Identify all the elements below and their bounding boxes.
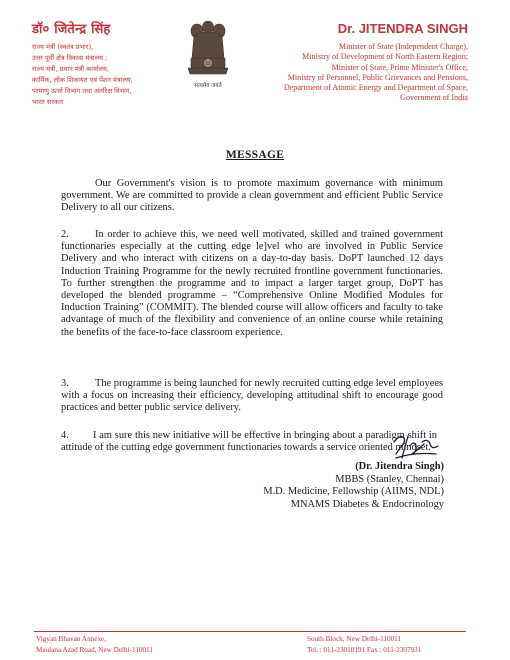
- designation-english-line: Ministry of Development of North Eastern Region;: [302, 52, 468, 62]
- footer-address-left: [36, 634, 153, 656]
- designation-hindi-line: उत्तर पूर्वी क्षेत्र विकास मंत्रालय ;: [32, 54, 108, 62]
- national-emblem-icon: [182, 14, 234, 94]
- message-paragraph-1: [61, 178, 443, 215]
- designation-hindi-line: परमाणु ऊर्जा विभाग तथा अंतरिक्ष विभाग,: [32, 87, 132, 95]
- designation-hindi-line: राज्य मंत्री, प्रधान मंत्री कार्यालय,: [32, 65, 109, 73]
- designation-english-line: Department of Atomic Energy and Department of Space,: [283, 83, 468, 93]
- paragraph-text: In order to achieve this, we need well motivated, skilled and trained government functionaries especially at the cutting edge le]vel who are involved in Public Service Delivery and who interact with citizens on a day-to-day basis. DoPT launched 12 days Induction Training Programme for the newly recruited frontline government functionaries. To further strengthen the programme and to impact a larger target group, DoPT has developed the blended programme – “Comprehensive Online Modified Modules for Induction Training” (COMMIT). The blended course will allow officers and faculty to take advantage of much of the flexibility and convenience of an online course while retaining the benefits of the face-to-face classroom experience.: [61, 229, 443, 338]
- footer-line: Tel. : 011-23010191 Fax : 011-2307931: [307, 646, 422, 654]
- designation-english-line: Minister of State (Independent Charge),: [338, 42, 468, 51]
- signatory-block: [263, 461, 444, 511]
- paragraph-text: The programme is being launched for newly recruited cutting edge level employees with a focus on increasing their efficiency, developing attitudinal shift to encourage good practices and better public service delivery.: [61, 378, 443, 414]
- footer-divider: [34, 631, 466, 632]
- signatory-name: (Dr. Jitendra Singh): [355, 461, 444, 472]
- designation-english-line: Minister of State, Prime Minister's Office,: [331, 62, 468, 72]
- message-heading: MESSAGE: [225, 149, 285, 161]
- paragraph-text: Our Government's vision is to promote maximum governance with minimum government. We are committed to provide a clean government and efficient Public Service Delivery to all our citizens.: [61, 178, 443, 214]
- footer-line: Maulana Azad Road, New Delhi-110011: [36, 646, 154, 654]
- paragraph-text: I am sure this new initiative will be effective in bringing about a paradigm shift in attitude of the cutting edge government functionaries towards a service oriented mindset.: [61, 430, 437, 454]
- designation-english-line: Ministry of Personnel, Public Grievances and Pensions,: [287, 72, 468, 82]
- minister-name-hindi: डॉ० जितेन्द्र सिंह: [32, 22, 111, 37]
- designation-hindi: [32, 42, 133, 108]
- footer-line: South Block, New Delhi-110011: [307, 635, 402, 643]
- handwritten-signature: [388, 428, 444, 464]
- footer-address-right: [307, 634, 421, 656]
- designation-english-line: Government of India: [400, 93, 468, 103]
- paragraph-number: 3.: [61, 378, 69, 389]
- signatory-qualification: M.D. Medicine, Fellowship (AIIMS, NDL): [263, 486, 444, 498]
- message-paragraph-3: [61, 378, 443, 415]
- minister-name-english: Dr. JITENDRA SINGH: [337, 21, 468, 36]
- message-paragraph-2: [61, 229, 443, 339]
- designation-hindi-line: भारत सरकार: [32, 98, 64, 106]
- message-paragraph-4: [61, 430, 437, 454]
- paragraph-number: 4.: [61, 430, 69, 441]
- paragraph-number: 2.: [61, 229, 69, 240]
- designation-english: [284, 42, 468, 104]
- signatory-qualification: MNAMS Diabetes & Endocrinology: [290, 498, 444, 510]
- emblem-motto: सत्यमेव जयते: [194, 83, 222, 89]
- signatory-qualification: MBBS (Stanley, Chennai): [335, 473, 444, 485]
- footer-line: Vigyan Bhavan Annexe,: [36, 635, 107, 643]
- designation-hindi-line: राज्य मंत्री (स्वतंत्र प्रभार),: [32, 43, 94, 51]
- designation-hindi-line: कार्मिक, लोक शिकायत एवं पेंशन मंत्रालय,: [32, 76, 133, 84]
